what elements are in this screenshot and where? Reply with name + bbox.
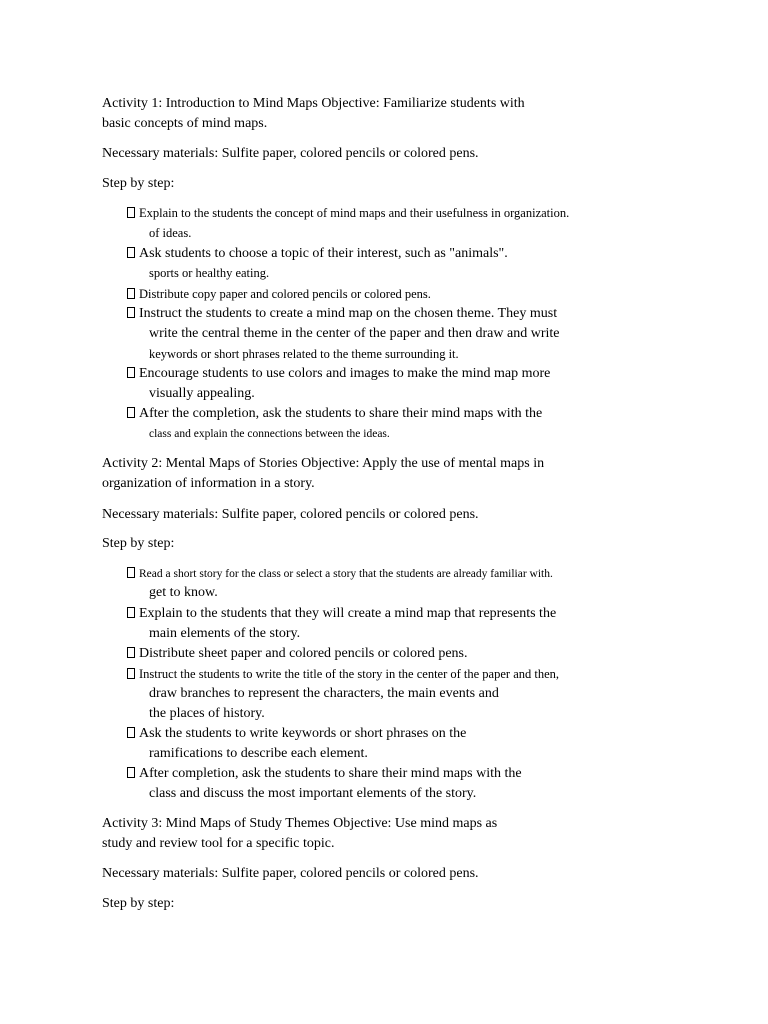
bullet-box-icon (127, 407, 135, 418)
activity2-materials: Necessary materials: Sulfite paper, colored pencils or colored pens. (102, 507, 479, 522)
bullet-box-icon (127, 767, 135, 778)
activity3-title-line1: Activity 3: Mind Maps of Study Themes Objective: Use mind maps as (102, 816, 498, 831)
activity1-step-5-line1: Encourage students to use colors and images to make the mind map more (127, 365, 550, 383)
activity1-step-5-line2: visually appealing. (149, 386, 255, 401)
activity2-step-5-line2: ramifications to describe each element. (149, 746, 368, 761)
activity3-materials: Necessary materials: Sulfite paper, colored pencils or colored pens. (102, 866, 479, 881)
activity3-title-line2: study and review tool for a specific topic. (102, 836, 335, 851)
activity1-step-heading: Step by step: (102, 176, 175, 191)
activity1-step-4-line2: write the central theme in the center of the paper and then draw and write (149, 326, 560, 341)
activity1-step-1-line1: Explain to the students the concept of mind maps and their usefulness in organization. (127, 204, 569, 222)
bullet-box-icon (127, 288, 135, 299)
activity2-step-1-line2: get to know. (149, 585, 218, 600)
activity1-step-6-line2: class and explain the connections between the ideas. (149, 428, 390, 440)
activity2-step-4-line1: Instruct the students to write the title of the story in the center of the paper and then, (127, 665, 559, 683)
activity2-step-2-line2: main elements of the story. (149, 626, 301, 641)
activity1-title-line1: Activity 1: Introduction to Mind Maps Objective: Familiarize students with (102, 96, 525, 111)
activity3-step-heading: Step by step: (102, 896, 175, 911)
activity2-step-5-line1: Ask the students to write keywords or short phrases on the (127, 725, 466, 743)
activity1-step-2-line1: Ask students to choose a topic of their interest, such as "animals". (127, 245, 508, 263)
bullet-box-icon (127, 567, 135, 578)
activity2-step-1-line1: Read a short story for the class or select a story that the students are already familiar with. (127, 565, 553, 583)
activity1-step-4-line3: keywords or short phrases related to the theme surrounding it. (149, 347, 459, 361)
bullet-box-icon (127, 607, 135, 618)
activity2-step-heading: Step by step: (102, 536, 175, 551)
activity2-step-3-line1: Distribute sheet paper and colored pencils or colored pens. (127, 645, 468, 663)
bullet-box-icon (127, 367, 135, 378)
bullet-box-icon (127, 668, 135, 679)
activity1-step-2-line2: sports or healthy eating. (149, 266, 270, 280)
bullet-box-icon (127, 647, 135, 658)
activity2-title-line2: organization of information in a story. (102, 476, 315, 491)
bullet-box-icon (127, 307, 135, 318)
bullet-box-icon (127, 727, 135, 738)
activity2-step-6-line2: class and discuss the most important elements of the story. (149, 786, 477, 801)
activity2-title-line1: Activity 2: Mental Maps of Stories Objective: Apply the use of mental maps in (102, 456, 545, 471)
activity2-step-2-line1: Explain to the students that they will create a mind map that represents the (127, 605, 556, 623)
activity1-materials: Necessary materials: Sulfite paper, colored pencils or colored pens. (102, 146, 479, 161)
activity1-step-1-line2: of ideas. (149, 226, 192, 240)
activity2-step-6-line1: After completion, ask the students to share their mind maps with the (127, 765, 522, 783)
activity2-step-4-line2: draw branches to represent the characters, the main events and (149, 686, 499, 701)
bullet-box-icon (127, 207, 135, 218)
activity2-step-4-line3: the places of history. (149, 706, 265, 721)
activity1-step-3-line1: Distribute copy paper and colored pencils or colored pens. (127, 285, 431, 303)
bullet-box-icon (127, 247, 135, 258)
activity1-step-4-line1: Instruct the students to create a mind map on the chosen theme. They must (127, 305, 557, 323)
activity1-title-line2: basic concepts of mind maps. (102, 116, 268, 131)
activity1-step-6-line1: After the completion, ask the students to share their mind maps with the (127, 405, 542, 423)
